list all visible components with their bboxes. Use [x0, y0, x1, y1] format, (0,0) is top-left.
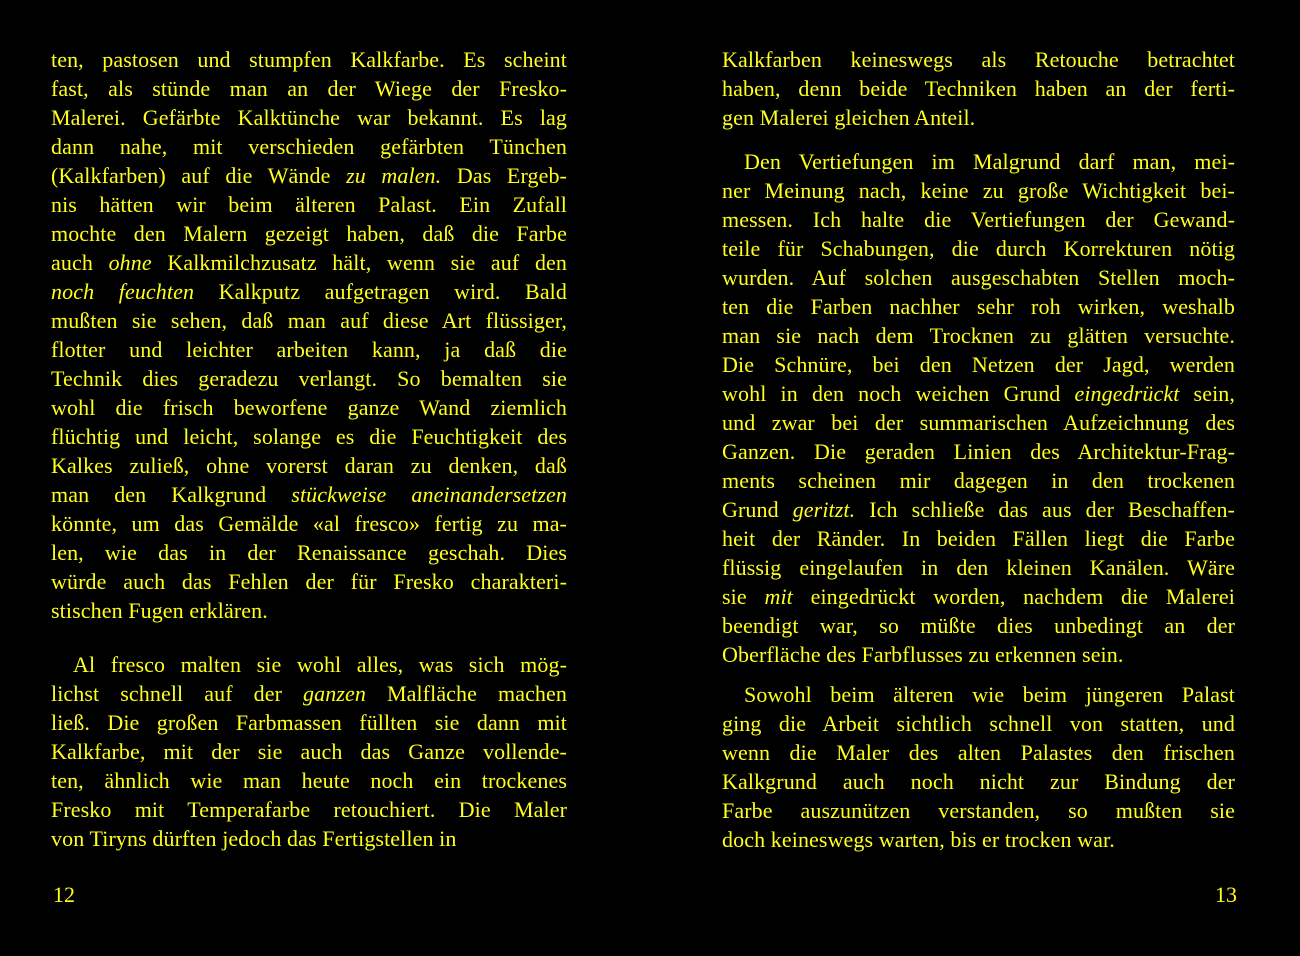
text-line	[51, 248, 567, 277]
line-text-before: Grund	[722, 497, 793, 522]
line-text-before: auch	[51, 250, 109, 275]
line-text: doch keineswegs warten, bis er trocken war.	[722, 827, 1115, 852]
line-text: Fresko mit Temperafarbe retouchiert. Die Maler	[51, 797, 567, 822]
line-text: Malerei. Gefärbte Kalktünche war bekannt. Es lag	[51, 105, 567, 130]
text-line	[722, 292, 1235, 321]
line-text-after: Das Ergeb-	[441, 163, 567, 188]
text-line	[722, 205, 1235, 234]
line-text: wohl die frisch beworfene ganze Wand ziemlich	[51, 395, 567, 420]
text-line	[51, 190, 567, 219]
emphasized-text: ohne	[108, 250, 152, 275]
text-line	[51, 132, 567, 161]
text-line	[722, 379, 1235, 408]
text-line	[51, 393, 567, 422]
text-line	[51, 451, 567, 480]
text-line	[51, 766, 567, 795]
line-text-after: Malfläche machen	[365, 681, 568, 706]
line-text: würde auch das Fehlen der für Fresko charakteri-	[51, 569, 567, 594]
emphasized-text: mit	[764, 584, 793, 609]
text-line	[51, 538, 567, 567]
line-text: mußten sie sehen, daß man auf diese Art flüssiger,	[51, 308, 567, 333]
line-text: len, wie das in der Renaissance geschah. Dies	[51, 540, 567, 565]
line-text: Farbe auszunützen verstanden, so mußten sie	[722, 798, 1235, 823]
line-text: ten, pastosen und stumpfen Kalkfarbe. Es scheint	[51, 47, 567, 72]
text-line	[722, 321, 1235, 350]
line-text: Sowohl beim älteren wie beim jüngeren Palast	[744, 682, 1235, 707]
text-line	[51, 277, 567, 306]
text-line	[722, 611, 1235, 640]
text-line	[51, 219, 567, 248]
text-line	[51, 567, 567, 596]
line-text: Kalkgrund auch noch nicht zur Bindung der	[722, 769, 1235, 794]
text-line	[722, 234, 1235, 263]
emphasized-text: geritzt.	[792, 497, 856, 522]
line-text-after: Kalkputz aufgetragen wird. Bald	[194, 279, 567, 304]
page-number-right: 13	[1215, 882, 1237, 907]
line-text: ten die Farben nachher sehr roh wirken, weshalb	[722, 294, 1235, 319]
line-text: Technik dies geradezu verlangt. So bemalten sie	[51, 366, 567, 391]
line-text: teile für Schabungen, die durch Korrekturen nötig	[722, 236, 1235, 261]
line-text: stischen Fugen erklären.	[51, 598, 268, 623]
text-line	[51, 708, 567, 737]
line-text: heit der Ränder. In beiden Fällen liegt die Farbe	[722, 526, 1235, 551]
text-line	[51, 480, 567, 509]
text-line	[722, 796, 1235, 825]
text-line	[722, 524, 1235, 553]
line-text: Al fresco malten sie wohl alles, was sich mög-	[73, 652, 567, 677]
line-text: flüchtig und leicht, solange es die Feuchtigkeit des	[51, 424, 567, 449]
line-text: ments scheinen mir dagegen in den trockenen	[722, 468, 1235, 493]
line-text: Kalkfarbe, mit der sie auch das Ganze vollende-	[51, 739, 567, 764]
text-line	[722, 103, 1235, 132]
text-line	[722, 767, 1235, 796]
text-line	[722, 466, 1235, 495]
line-text: flüssig eingelaufen in den kleinen Kanälen. Wäre	[722, 555, 1235, 580]
text-line	[722, 45, 1235, 74]
line-text: mochte den Malern gezeigt haben, daß die Farbe	[51, 221, 567, 246]
text-line	[51, 335, 567, 364]
line-text: Den Vertiefungen im Malgrund darf man, mei-	[744, 149, 1235, 174]
line-text: Kalkfarben keineswegs als Retouche betrachtet	[722, 47, 1235, 72]
line-text: messen. Ich halte die Vertiefungen der Gewand-	[722, 207, 1235, 232]
text-line	[51, 679, 567, 708]
line-text: gen Malerei gleichen Anteil.	[722, 105, 976, 130]
text-line	[722, 738, 1235, 767]
line-text: Ganzen. Die geraden Linien des Architektur-Frag-	[722, 439, 1235, 464]
line-text: ließ. Die großen Farbmassen füllten sie dann mit	[51, 710, 567, 735]
emphasized-text: zu malen.	[346, 163, 442, 188]
text-line	[722, 74, 1235, 103]
text-line	[722, 408, 1235, 437]
line-text-before: sie	[722, 584, 765, 609]
text-line	[51, 596, 567, 625]
text-line	[722, 495, 1235, 524]
line-text: ging die Arbeit sichtlich schnell von statten, und	[722, 711, 1235, 736]
text-line	[51, 74, 567, 103]
line-text-after: eingedrückt worden, nachdem die Malerei	[792, 584, 1236, 609]
text-line	[722, 553, 1235, 582]
text-line	[722, 350, 1235, 379]
line-text-before: (Kalkfarben) auf die Wände	[51, 163, 347, 188]
text-line	[722, 825, 1235, 854]
line-text: könnte, um das Gemälde «al fresco» fertig zu ma-	[51, 511, 567, 536]
line-text-after: Ich schließe das aus der Beschaffen-	[855, 497, 1235, 522]
text-line	[51, 161, 567, 190]
text-line	[722, 437, 1235, 466]
text-line	[722, 176, 1235, 205]
line-text-before: wohl in den noch weichen Grund	[722, 381, 1075, 406]
emphasized-text: stückweise aneinandersetzen	[291, 482, 567, 507]
line-text: Oberfläche des Farbflusses zu erkennen sein.	[722, 642, 1124, 667]
line-text: beendigt war, so müßte dies unbedingt an der	[722, 613, 1235, 638]
line-text: flotter und leichter arbeiten kann, ja daß die	[51, 337, 567, 362]
line-text-before: lichst schnell auf der	[51, 681, 304, 706]
text-line	[51, 422, 567, 451]
line-text: Kalkes zuließ, ohne vorerst daran zu denken, daß	[51, 453, 567, 478]
line-text-after: sein,	[1179, 381, 1235, 406]
text-line	[51, 650, 567, 679]
line-text: wurden. Auf solchen ausgeschabten Stellen moch-	[722, 265, 1235, 290]
line-text: wenn die Maler des alten Palastes den frischen	[722, 740, 1235, 765]
text-line	[51, 737, 567, 766]
text-line	[722, 640, 1235, 669]
text-line	[51, 306, 567, 335]
line-text: nis hätten wir beim älteren Palast. Ein Zufall	[51, 192, 567, 217]
text-line	[722, 263, 1235, 292]
line-text: ner Meinung nach, keine zu große Wichtigkeit bei-	[722, 178, 1235, 203]
emphasized-text: noch feuchten	[51, 279, 195, 304]
line-text-before: man den Kalkgrund	[51, 482, 292, 507]
line-text: und zwar bei der summarischen Aufzeichnung des	[722, 410, 1235, 435]
text-line	[51, 824, 567, 853]
line-text: Die Schnüre, bei den Netzen der Jagd, werden	[722, 352, 1235, 377]
emphasized-text: ganzen	[303, 681, 366, 706]
line-text: dann nahe, mit verschieden gefärbten Tünchen	[51, 134, 567, 159]
line-text: man sie nach dem Trocknen zu glätten versuchte.	[722, 323, 1235, 348]
text-line	[722, 147, 1235, 176]
text-line	[51, 364, 567, 393]
text-line	[51, 45, 567, 74]
text-line	[722, 582, 1235, 611]
page-number-left: 12	[53, 882, 75, 907]
line-text: haben, denn beide Techniken haben an der ferti-	[722, 76, 1235, 101]
emphasized-text: eingedrückt	[1074, 381, 1180, 406]
line-text: fast, als stünde man an der Wiege der Fresko-	[51, 76, 567, 101]
line-text-after: Kalkmilchzusatz hält, wenn sie auf den	[151, 250, 568, 275]
text-line	[722, 680, 1235, 709]
text-line	[722, 709, 1235, 738]
line-text: von Tiryns dürften jedoch das Fertigstellen in	[51, 826, 457, 851]
line-text: ten, ähnlich wie man heute noch ein trockenes	[51, 768, 567, 793]
right-page	[650, 0, 1300, 956]
text-line	[51, 795, 567, 824]
text-line	[51, 509, 567, 538]
text-line	[51, 103, 567, 132]
